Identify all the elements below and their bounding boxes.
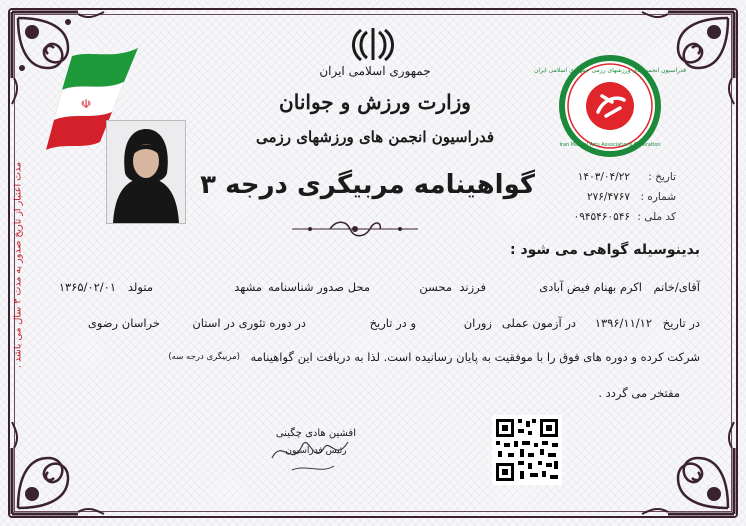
exam-label: در آزمون عملی: [501, 316, 576, 330]
logo-english-text: Iran Martial Arts Associations Federation: [559, 142, 661, 148]
issue-place-value: مشهد: [234, 280, 262, 294]
holder-photo: [106, 120, 186, 224]
birth-label: متولد: [127, 280, 153, 294]
signatory-name: افشین هادی چگینی: [275, 428, 356, 439]
meta-number-label: شماره :: [640, 191, 676, 203]
name-value: اکرم بهنام فیض آبادی: [539, 280, 642, 294]
father-label: فرزند: [459, 280, 486, 294]
completion-text: شرکت کرده و دوره های فوق را با موفقیت به پایان رسانیده است. لذا به دریافت این گواهینامه: [250, 350, 700, 364]
certificate-title: گواهینامه مربیگری درجه ۳: [200, 170, 535, 200]
issue-place-label: محل صدور شناسنامه: [267, 280, 370, 294]
header-federation: فدراسیون انجمن های ورزشهای رزمی: [255, 128, 495, 146]
corner-ornament-icon: [628, 408, 738, 518]
divider-ornament-icon: [290, 218, 420, 240]
meta-code-label: کد ملی :: [637, 211, 676, 223]
svg-text:☫: ☫: [80, 97, 92, 111]
completion-note: (مربیگری درجه سه): [168, 352, 240, 362]
header-line1: جمهوری اسلامی ایران: [319, 64, 431, 78]
theory-date-label: و در تاریخ: [369, 316, 416, 330]
meta-code-value: ۰۹۴۵۴۶۰۵۴۶: [573, 211, 630, 223]
header-ministry: وزارت ورزش و جوانان: [279, 90, 471, 114]
province-value: خراسان رضوی: [87, 316, 160, 330]
meta-number-value: ۲۷۶/۴۷۶۷: [586, 191, 630, 203]
course-date-value: ۱۳۹۶/۱۱/۱۲: [594, 316, 652, 330]
birth-value: ۱۳۶۵/۰۲/۰۱: [58, 280, 116, 294]
validity-note-text: مدت اعتبار از تاریخ صدور به مدت ۳ سال می باشد .: [12, 161, 24, 369]
federation-logo-icon: [533, 56, 687, 156]
validity-note: [8, 150, 28, 380]
intro-text: بدینوسیله گواهی می شود :: [509, 242, 700, 258]
corner-ornament-icon: [8, 408, 118, 518]
name-label: آقای/خانم: [653, 280, 700, 294]
qr-code-icon: [492, 415, 562, 485]
closing-text: مفتخر می گردد .: [598, 386, 680, 400]
iran-emblem-icon: [351, 26, 395, 62]
logo-arc-text: فدراسیون انجمن های ورزشهای رزمی جمهوری اسلامی ایران: [533, 67, 687, 74]
meta-date-value: ۱۴۰۳/۰۴/۲۲: [577, 171, 630, 183]
course-date-label: در تاریخ: [662, 316, 700, 330]
meta-date-label: تاریخ :: [648, 171, 676, 183]
father-value: محسن: [419, 280, 452, 294]
theory-label: در دوره تئوری در استان: [192, 316, 306, 330]
exam-value: زوران: [463, 316, 492, 330]
signatory-title: رئیس فدراسیون: [285, 446, 347, 456]
